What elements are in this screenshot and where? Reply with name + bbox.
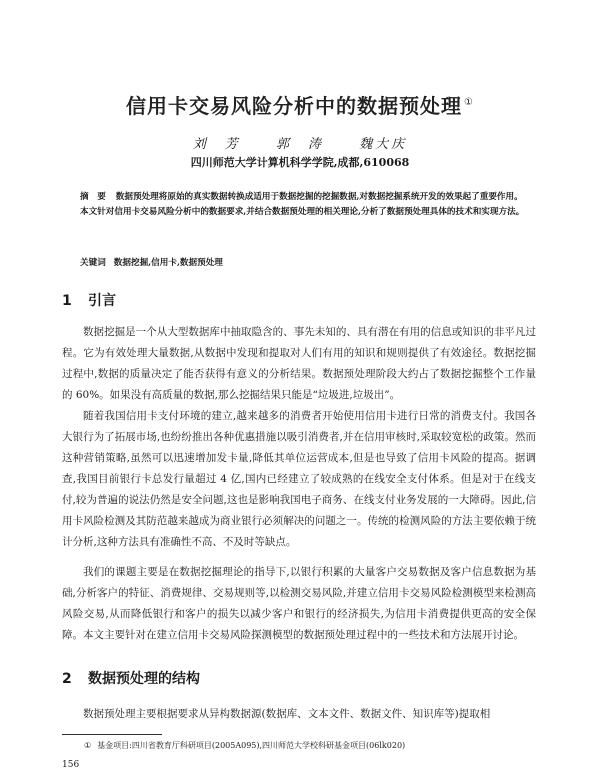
keywords-label: 关键词 [80, 258, 106, 268]
section-heading-1 [62, 290, 116, 310]
section-number: 2 [62, 671, 72, 687]
abstract-text: 数据预处理将原始的真实数据转换成适用于数据挖掘的挖掘数据,对数据挖掘系统开发的效果起了重要作用。本文针对信用卡交易风险分析中的数据要求,并结合数据预处理的相关理论,分析了数据预处理具体的技术和实现方法。 [80, 192, 525, 217]
footnote-mark: ① [84, 741, 92, 750]
title-footnote-mark: ① [464, 97, 474, 109]
author-name: 刘 芳 [192, 137, 241, 152]
keywords-text: 数据挖掘,信用卡,数据预处理 [113, 258, 223, 268]
section-title: 引言 [88, 293, 116, 309]
author-name: 郭 涛 [275, 137, 324, 152]
section-title: 数据预处理的结构 [88, 671, 200, 687]
paragraph: 随着我国信用卡支付环境的建立,越来越多的消费者开始使用信用卡进行日常的消费支付。我国各大银行为了拓展市场,也纷纷推出各种优惠措施以吸引消费者,并在信用审核时,采取较宽松的政策。然而这种营销策略,虽然可以迅速增加发卡量,降低其单位运营成本,但是也导致了信用卡风险的提高。据调查,我国目前银行卡总发行量超过 4 亿,国内已经建立了较成熟的在线安全支付体系。但是对于在线支付,较为普遍的说法仍然是安全问题,这也是影响我国电子商务、在线支付业务发展的一大障碍。因此,信用卡风险检测及其防范越来越成为商业银行必须解决的问题之一。传统的检测风险的方法主要依赖于统计分析,这种方法具有准确性不高、不及时等缺点。 [62, 410, 536, 548]
paragraph: 数据预处理主要根据要求从异构数据源(数据库、文本文件、数据文件、知识库等)提取相 [83, 708, 491, 720]
footnote-divider [62, 734, 162, 735]
affiliation: 四川师范大学计算机科学学院,成都,610068 [190, 156, 410, 169]
paragraph: 我们的课题主要是在数据挖掘理论的指导下,以银行积累的大量客户交易数据及客户信息数据为基础,分析客户的特征、消费规律、交易规则等,以检测交易风险,并建立信用卡交易风险检测模型来检测高风险交易,从而降低银行和客户的损失以减少客户和银行的经济损失,为信用卡消费提供更高的安全保障。本文主要针对在建立信用卡交易风险探测模型的数据预处理过程中的一些技术和方法展开讨论。 [62, 566, 536, 641]
title-text: 信用卡交易风险分析中的数据预处理 [126, 94, 463, 118]
author-name: 魏大庆 [359, 137, 408, 152]
keywords [80, 256, 525, 268]
footnote-text: 基金项目:四川省教育厅科研项目(2005A095),四川师范大学校科研基金项目(06lk020) [97, 741, 406, 750]
section-number: 1 [62, 293, 72, 309]
section-heading-2 [62, 668, 200, 688]
abstract-label: 摘 要 [80, 192, 106, 202]
paper-title [0, 90, 600, 119]
footnote [84, 740, 544, 751]
author-list [0, 133, 600, 152]
page-number: 156 [62, 760, 80, 770]
paragraph: 数据挖掘是一个从大型数据库中抽取隐含的、事先未知的、具有潜在有用的信息或知识的非平凡过程。它为有效处理大量数据,从数据中发现和提取对人们有用的知识和规则提供了有效途径。数据挖掘过程中,数据的质量决定了能否获得有意义的分析结果。数据预处理阶段大约占了数据挖掘整个工作量的 60%。如果没有高质量的数据,那么挖掘结果只能是“垃圾进,垃圾出”。 [62, 326, 536, 401]
abstract [80, 190, 525, 220]
